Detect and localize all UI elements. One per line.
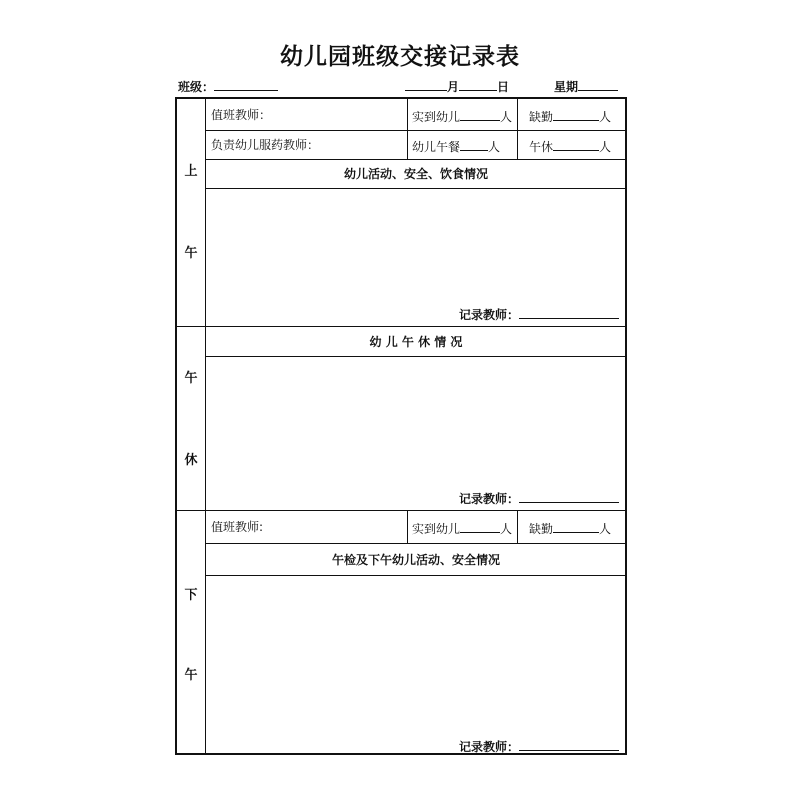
form-title: 幼儿园班级交接记录表 — [280, 43, 520, 70]
absent-field[interactable] — [529, 108, 611, 124]
row-line — [205, 575, 627, 576]
unit-label: 人 — [500, 522, 513, 536]
unit-label: 人 — [488, 140, 501, 154]
col-line — [517, 99, 518, 159]
class-blank[interactable] — [214, 78, 278, 91]
row-line — [205, 159, 627, 160]
side-label-nap-2: 休 — [184, 453, 198, 468]
absent-blank[interactable] — [553, 108, 599, 121]
nap-count-field[interactable] — [529, 138, 611, 154]
nap-blank[interactable] — [553, 138, 599, 151]
nap-section-title: 幼 儿 午 休 情 况 — [369, 335, 463, 349]
handover-form — [175, 97, 627, 755]
month-blank[interactable] — [405, 78, 447, 91]
absent-label: 缺勤 — [529, 522, 554, 536]
row-line — [205, 356, 627, 357]
weekday-label: 星期 — [554, 80, 579, 94]
side-label-afternoon-1: 下 — [184, 588, 198, 603]
afternoon-absent-field[interactable] — [529, 520, 611, 536]
unit-label: 人 — [599, 522, 612, 536]
month-label: 月 — [447, 80, 460, 94]
col-line — [407, 510, 408, 543]
col-line — [517, 510, 518, 543]
unit-label: 人 — [599, 110, 612, 124]
unit-label: 人 — [599, 140, 612, 154]
side-label-morning-1: 上 — [184, 164, 198, 179]
attendance-label: 实到幼儿 — [412, 522, 461, 536]
date-field[interactable] — [405, 78, 509, 95]
attendance-field[interactable] — [412, 108, 512, 124]
side-label-nap-1: 午 — [184, 371, 198, 386]
lunch-blank[interactable] — [460, 138, 488, 151]
attendance-blank[interactable] — [460, 520, 500, 533]
recorder-label: 记录教师： — [459, 308, 520, 322]
medicine-teacher-field[interactable]: 负责幼儿服药教师： — [211, 138, 320, 152]
attendance-blank[interactable] — [460, 108, 500, 121]
nap-label: 午休 — [529, 140, 554, 154]
day-blank[interactable] — [459, 78, 497, 91]
recorder-blank[interactable] — [519, 490, 619, 503]
absent-blank[interactable] — [553, 520, 599, 533]
lunch-field[interactable] — [412, 138, 500, 154]
afternoon-section-title: 午检及下午幼儿活动、安全情况 — [331, 553, 500, 567]
side-label-afternoon-2: 午 — [184, 668, 198, 683]
weekday-field[interactable] — [554, 78, 618, 95]
weekday-blank[interactable] — [578, 78, 618, 91]
class-label: 班级： — [178, 80, 215, 94]
section-divider — [177, 510, 627, 511]
col-line — [407, 99, 408, 159]
lunch-label: 幼儿午餐 — [412, 140, 461, 154]
recorder-label: 记录教师： — [459, 740, 520, 754]
day-label: 日 — [497, 80, 510, 94]
morning-section-title: 幼儿活动、安全、饮食情况 — [343, 167, 488, 181]
row-line — [205, 188, 627, 189]
recorder-label: 记录教师： — [459, 492, 520, 506]
recorder-blank[interactable] — [519, 738, 619, 751]
recorder-blank[interactable] — [519, 306, 619, 319]
side-label-morning-2: 午 — [184, 246, 198, 261]
afternoon-attendance-field[interactable] — [412, 520, 512, 536]
nap-recorder-field[interactable] — [459, 490, 619, 506]
duty-teacher-field[interactable]: 值班教师： — [211, 108, 272, 122]
afternoon-duty-teacher-field[interactable]: 值班教师: — [211, 520, 264, 534]
class-field[interactable] — [178, 78, 278, 95]
row-line — [205, 130, 627, 131]
absent-label: 缺勤 — [529, 110, 554, 124]
morning-recorder-field[interactable] — [459, 306, 619, 322]
afternoon-recorder-field[interactable] — [459, 738, 619, 754]
unit-label: 人 — [500, 110, 513, 124]
row-line — [205, 543, 627, 544]
section-divider — [177, 326, 627, 327]
side-divider — [205, 99, 206, 753]
attendance-label: 实到幼儿 — [412, 110, 461, 124]
